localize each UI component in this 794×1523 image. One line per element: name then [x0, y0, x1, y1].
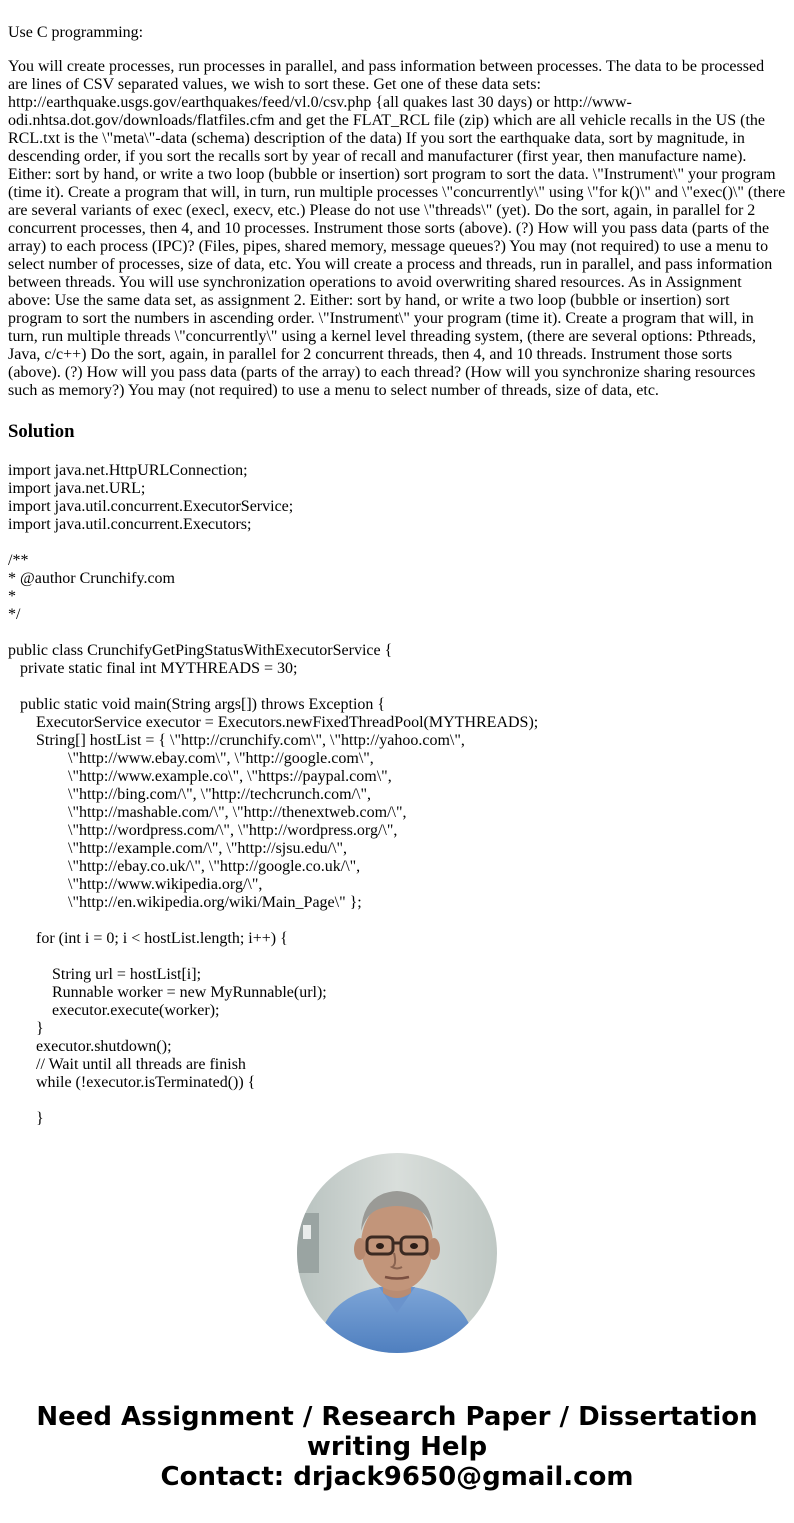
author-portrait — [297, 1153, 497, 1353]
solution-heading: Solution — [8, 421, 75, 442]
contact-banner — [0, 1402, 794, 1492]
author-photo-icon — [297, 1153, 497, 1353]
question-body: You will create processes, run processes in parallel, and pass information between processes. The data to be processed are lines of CSV separated values, we wish to sort these. Get one of these data sets: http://earthquake.usgs.gov/earthquakes/feed/vl.0/csv.php {all quakes last 30 days) or http://www-odi.nhtsa.dot.gov/downloads/flatfiles.cfm and get the FLAT_RCL file (zip) which are all vehicle recalls in the US (the RCL.txt is the \"meta\"-data (schema) description of the data) If you sort the earthquake data, sort by magnitude, in descending order, if you sort the recalls sort by year of recall and manufacturer (first year, then manufacture name). Either: sort by hand, or write a two loop (bubble or insertion) sort program to sort the data. \"Instrument\" your program (time it). Create a program that will, in turn, run multiple processes \"concurrently\" using \"for k()\" and \"exec()\" (there are several variants of exec (execl, execv, etc.) Please do not use \"threads\" (yet). Do the sort, again, in parallel for 2 concurrent processes, then 4, and 10 processes. Instrument those sorts (above). (?) How will you pass data (parts of the array) to each process (IPC)? (Files, pipes, shared memory, message queues?) You may (not required) to use a menu to select number of processes, size of data, etc. You will create a process and threads, run in parallel, and pass information between threads. You will use synchronization operations to avoid overwriting shared resources. As in Assignment above: Use the same data set, as assignment 2. Either: sort by hand, or write a two loop (bubble or insertion) sort program to sort the numbers in ascending order. \"Instrument\" your program (time it). Create a program that will, in turn, run multiple threads \"concurrently\" using a kernel level threading system, (there are several options: Pthreads, Java, c/c++) Do the sort, again, in parallel for 2 concurrent threads, then 4, and 10 threads. Instrument those sorts (above). (?) How will you pass data (parts of the array) to each thread? (How will you synchronize sharing resources such as memory?) You may (not required) to use a menu to select number of threads, size of data, etc. — [8, 58, 786, 399]
cta-line-1: Need Assignment / Research Paper / Dissertation — [36, 1402, 758, 1432]
cta-line-3: Contact: drjack9650@gmail.com — [160, 1462, 634, 1492]
cta-line-2: writing Help — [306, 1432, 488, 1462]
document-content — [8, 16, 786, 1128]
question-title: Use C programming: — [8, 24, 144, 41]
solution-code: import java.net.HttpURLConnection; import java.net.URL; import java.util.concurrent.ExecutorService; import java.util.concurrent.Executors; /** * @author Crunchify.com * */ public class CrunchifyGetPingStatusWithExecutorService { private static final int MYTHREADS = 30; public static void main(String args[]) throws Exception { ExecutorService executor = Executors.newFixedThreadPool(MYTHREADS); String[] hostList = { \"http://crunchify.com\", \"http://yahoo.com\", \"http://www.ebay.com\", \"http://google.com\", \"http://www.example.co\", \"https://paypal.com\", \"http://bing.com/\", \"http://techcrunch.com/\", \"http://mashable.com/\", \"http://thenextweb.com/\", \"http://wordpress.com/\", \"http://wordpress.org/\", \"http://example.com/\", \"http://sjsu.edu/\", \"http://ebay.co.uk/\", \"http://google.co.uk/\", \"http://www.wikipedia.org/\", \"http://en.wikipedia.org/wiki/Main_Page\" }; for (int i = 0; i < hostList.length; i++) { String url = hostList[i]; Runnable worker = new MyRunnable(url); executor.execute(worker); } executor.shutdown(); // Wait until all threads are finish while (!executor.isTerminated()) { } — [8, 462, 539, 1127]
